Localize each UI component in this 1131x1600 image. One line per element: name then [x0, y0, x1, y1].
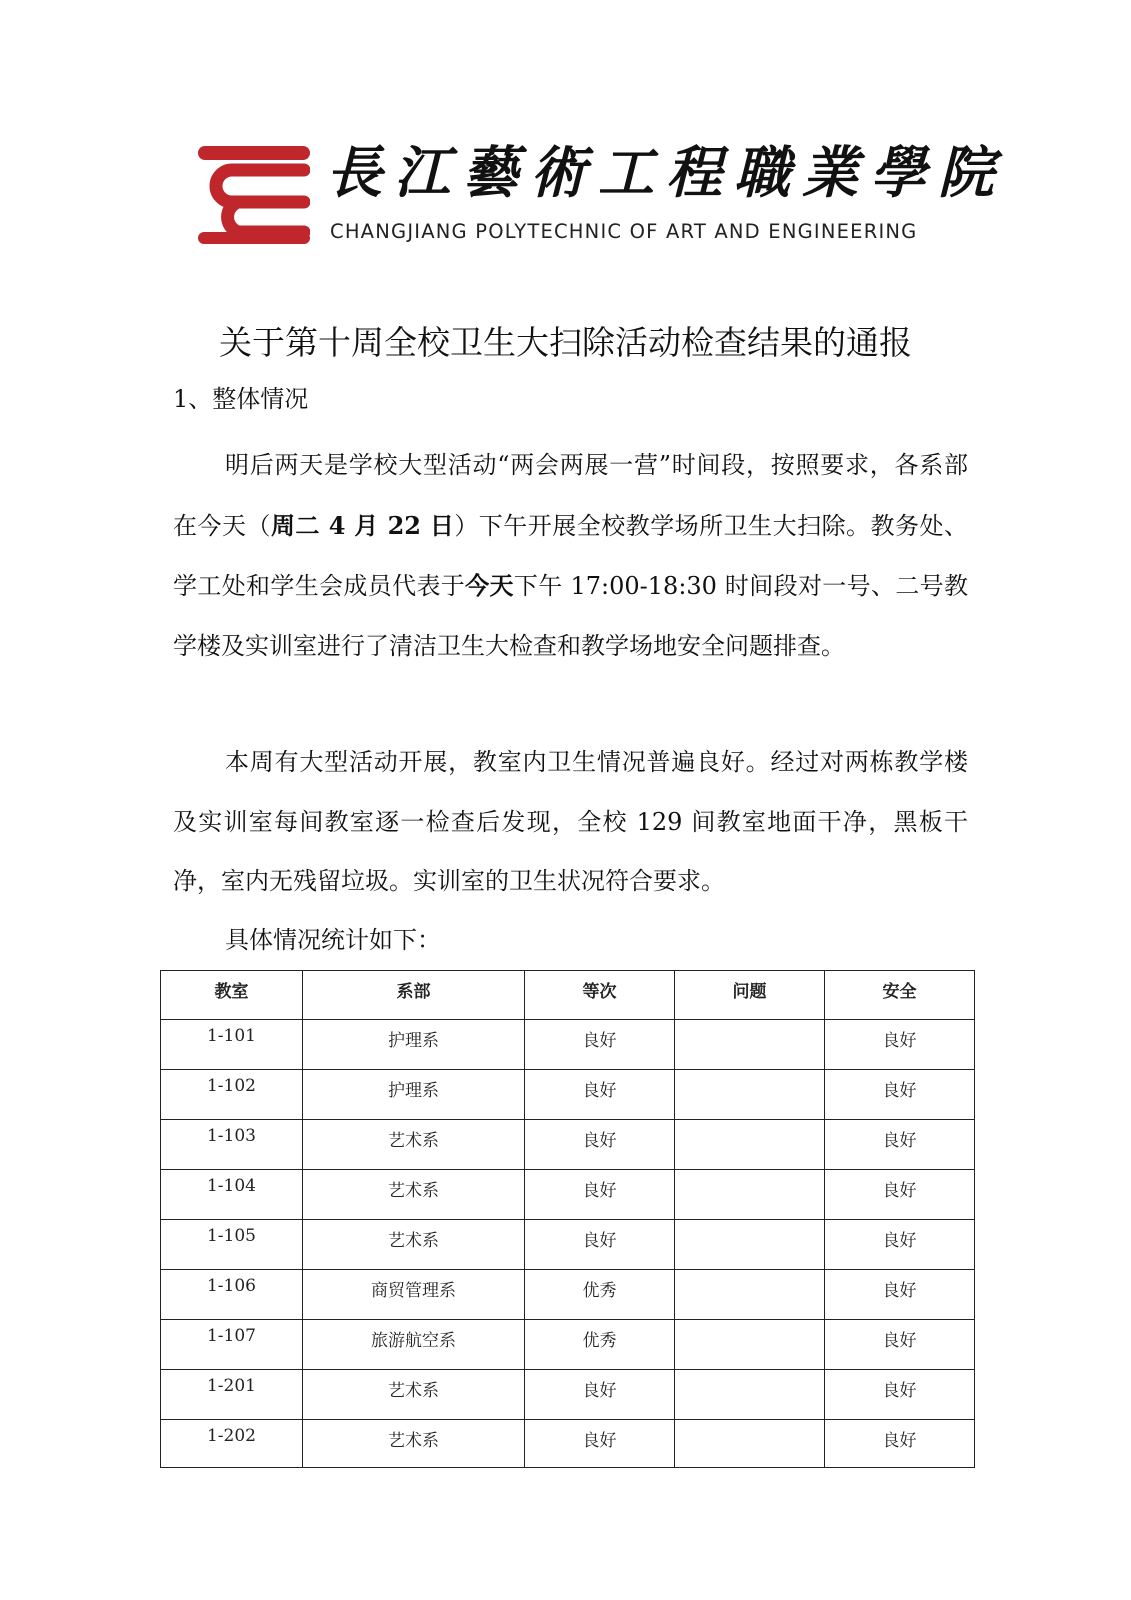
header-issue: 问题	[675, 971, 825, 1020]
cell-department: 艺术系	[303, 1170, 525, 1220]
table-row	[161, 1170, 975, 1220]
header-safety: 安全	[825, 971, 975, 1020]
cell-classroom: 1-106	[161, 1270, 303, 1320]
cell-issue	[675, 1320, 825, 1370]
table-header-row	[161, 971, 975, 1020]
table-row	[161, 1070, 975, 1120]
table-row	[161, 1020, 975, 1070]
cell-safety: 良好	[825, 1220, 975, 1270]
cell-issue	[675, 1370, 825, 1420]
cell-classroom: 1-107	[161, 1320, 303, 1370]
cell-safety: 良好	[825, 1270, 975, 1320]
cell-classroom: 1-104	[161, 1170, 303, 1220]
paragraph-text: 下午 17:00-18:30 时间段对一号、二号教学楼及实训室进行了清洁卫生大检查和教学场地安全问题排查。	[173, 572, 969, 660]
section-heading: 1、整体情况	[173, 385, 309, 413]
paragraph-text: 明后两天是学校大型活动“两会两展一营”时间段，按照要求，各系部在今天（	[173, 451, 968, 540]
cell-grade: 优秀	[525, 1320, 675, 1370]
cell-grade: 良好	[525, 1420, 675, 1468]
paragraph-results: 本周有大型活动开展，教室内卫生情况普遍良好。经过对两栋教学楼及实训室每间教室逐一检查后发现，全校 129 间教室地面干净，黑板干净，室内无残留垃圾。实训室的卫生状况符合要求。	[173, 748, 968, 895]
header-grade: 等次	[525, 971, 675, 1020]
cell-classroom: 1-202	[161, 1420, 303, 1468]
cell-safety: 良好	[825, 1020, 975, 1070]
cell-department: 艺术系	[303, 1370, 525, 1420]
document-title: 关于第十周全校卫生大扫除活动检查结果的通报	[219, 323, 912, 362]
cell-classroom: 1-101	[161, 1020, 303, 1070]
cell-issue	[675, 1170, 825, 1220]
paragraph-overview	[173, 436, 968, 676]
cell-issue	[675, 1270, 825, 1320]
emblem-bar-top	[198, 146, 310, 160]
cell-grade: 良好	[525, 1220, 675, 1270]
cell-safety: 良好	[825, 1370, 975, 1420]
paragraph-bold-date: 周二 4 月 22 日	[270, 510, 455, 540]
cell-safety: 良好	[825, 1170, 975, 1220]
cell-grade: 良好	[525, 1170, 675, 1220]
logo-english-name: CHANGJIANG POLYTECHNIC OF ART AND ENGINEERING	[330, 220, 918, 243]
cell-issue	[675, 1070, 825, 1120]
table-row	[161, 1320, 975, 1370]
logo-chinese-name: 長江藝術工程職業學院	[326, 140, 1006, 206]
table-row	[161, 1370, 975, 1420]
table-row	[161, 1220, 975, 1270]
cell-department: 旅游航空系	[303, 1320, 525, 1370]
cell-safety: 良好	[825, 1070, 975, 1120]
cell-department: 护理系	[303, 1070, 525, 1120]
cell-safety: 良好	[825, 1120, 975, 1170]
cell-grade: 优秀	[525, 1270, 675, 1320]
cell-classroom: 1-201	[161, 1370, 303, 1420]
emblem-curve-bottom	[228, 202, 304, 232]
table-row	[161, 1120, 975, 1170]
emblem-bar-bottom	[198, 232, 310, 244]
cell-safety: 良好	[825, 1320, 975, 1370]
cell-department: 护理系	[303, 1020, 525, 1070]
cell-department: 艺术系	[303, 1420, 525, 1468]
cell-grade: 良好	[525, 1120, 675, 1170]
cell-classroom: 1-105	[161, 1220, 303, 1270]
cell-issue	[675, 1120, 825, 1170]
header-classroom: 教室	[161, 971, 303, 1020]
cell-grade: 良好	[525, 1070, 675, 1120]
inspection-table	[160, 970, 975, 1468]
table-row	[161, 1420, 975, 1468]
cell-issue	[675, 1020, 825, 1070]
cell-issue	[675, 1420, 825, 1468]
header-department: 系部	[303, 971, 525, 1020]
paragraph-text: ）下午开展全校教学场所卫生大扫除。教务处、学工处和学生会成员代表于	[173, 511, 968, 600]
school-emblem-icon	[198, 146, 310, 244]
table-row	[161, 1270, 975, 1320]
school-logo	[198, 140, 1006, 252]
cell-department: 艺术系	[303, 1220, 525, 1270]
paragraph-bold-today: 今天	[465, 571, 514, 600]
cell-issue	[675, 1220, 825, 1270]
cell-classroom: 1-102	[161, 1070, 303, 1120]
cell-grade: 良好	[525, 1020, 675, 1070]
cell-grade: 良好	[525, 1370, 675, 1420]
cell-safety: 良好	[825, 1420, 975, 1468]
paragraph-stats-intro: 具体情况统计如下：	[225, 926, 441, 954]
cell-department: 商贸管理系	[303, 1270, 525, 1320]
cell-classroom: 1-103	[161, 1120, 303, 1170]
cell-department: 艺术系	[303, 1120, 525, 1170]
